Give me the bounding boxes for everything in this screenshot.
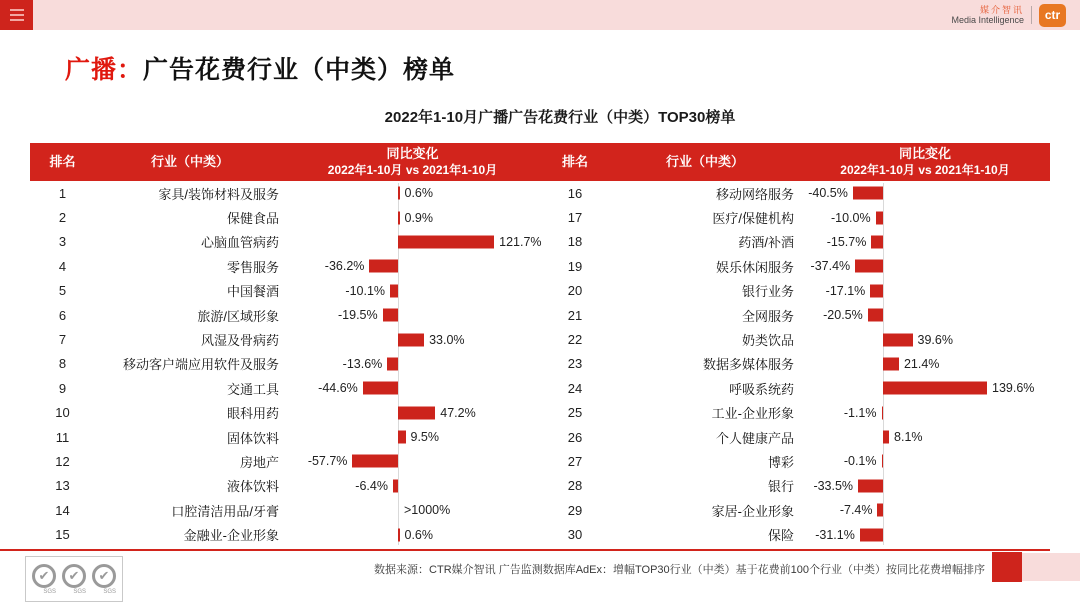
industry-cell: 博彩: [767, 454, 794, 470]
industry-cell: 药酒/补酒: [738, 235, 794, 251]
industry-cell: 房地产: [239, 454, 279, 470]
corner-accent-strip: [1022, 553, 1080, 581]
bar: [398, 528, 400, 541]
bar: [363, 382, 398, 395]
bar-value-label: -36.2%: [324, 259, 365, 274]
industry-cell: 液体饮料: [226, 479, 279, 495]
table-row: [30, 449, 540, 473]
bar-value-label: 33.0%: [429, 332, 465, 347]
bar-cell: [800, 449, 1050, 473]
header-rank-left: 排名: [49, 153, 76, 169]
bar: [882, 455, 884, 468]
bar-cell: [285, 327, 540, 351]
table-row: [540, 303, 1050, 327]
bar: [876, 211, 883, 224]
header-change-line2: 2022年1-10月 vs 2021年1-10月: [327, 162, 498, 177]
bar-value-label: -15.7%: [826, 234, 867, 249]
table-row: [540, 522, 1050, 546]
bar: [393, 479, 398, 492]
industry-cell: 全网服务: [741, 308, 794, 324]
table-row: [30, 352, 540, 376]
bar-value-label: -31.1%: [815, 527, 855, 542]
bar-value-label: 9.5%: [410, 430, 439, 445]
table-row: [540, 279, 1050, 303]
bar-cell: [285, 449, 540, 473]
bar-cell: [800, 498, 1050, 522]
table-row: [540, 230, 1050, 254]
bar-value-label: 21.4%: [903, 356, 940, 371]
industry-cell: 银行业务: [741, 284, 794, 300]
header-change-left: [285, 143, 540, 181]
rank-cell: 22: [567, 332, 583, 348]
table-body: [30, 181, 1050, 547]
sgs-check-icon: ✔: [32, 564, 56, 588]
sgs-badge: [32, 564, 56, 595]
rank-cell: 20: [567, 283, 583, 299]
bar-value-label: -10.1%: [345, 283, 386, 298]
brand-name-cn: 媒介智讯: [979, 4, 1024, 15]
table-row: [540, 254, 1050, 278]
bar-value-label: -37.4%: [810, 259, 851, 274]
bar-cell: [800, 522, 1050, 546]
bar: [398, 431, 406, 444]
table-row: [540, 327, 1050, 351]
bar-value-label: 47.2%: [440, 405, 476, 420]
rank-cell: 17: [567, 210, 583, 226]
bar: [883, 357, 899, 370]
rank-cell: 26: [567, 429, 583, 445]
industry-cell: 呼吸系统药: [728, 381, 794, 397]
bar-cell: [800, 230, 1050, 254]
rank-cell: 6: [58, 307, 67, 323]
rank-cell: 19: [567, 258, 583, 274]
rank-cell: 5: [58, 283, 67, 299]
sgs-certification: [25, 556, 123, 602]
bar: [398, 235, 494, 248]
menu-icon[interactable]: [0, 0, 33, 30]
bar: [868, 309, 883, 322]
bar-value-label: -17.1%: [825, 283, 866, 298]
industry-cell: 医疗/保健机构: [712, 211, 794, 227]
bar-value-label: -20.5%: [823, 308, 863, 323]
bar-value-label: 139.6%: [992, 381, 1035, 396]
rank-cell: 21: [567, 307, 583, 323]
rank-cell: 24: [567, 380, 583, 396]
industry-cell: 固体饮料: [226, 430, 279, 446]
rank-cell: 4: [58, 258, 67, 274]
bar: [398, 187, 400, 200]
table-row: [30, 401, 540, 425]
bar-cell: [800, 401, 1050, 425]
table-row: [30, 205, 540, 229]
sgs-check-icon: ✔: [62, 564, 86, 588]
table-row: [30, 303, 540, 327]
bar-value-label: 39.6%: [917, 332, 953, 347]
bar: [883, 382, 987, 395]
bar-cell: [285, 474, 540, 498]
table-body-left: [30, 181, 540, 547]
rank-cell: 28: [567, 478, 583, 494]
bar-cell: [800, 303, 1050, 327]
rank-cell: 23: [567, 356, 583, 372]
industry-cell: 家居-企业形象: [711, 503, 794, 519]
bar-cell: [800, 205, 1050, 229]
bar-value-label: 121.7%: [499, 234, 542, 249]
bar-value-label: -13.6%: [342, 356, 383, 371]
bar-cell: [285, 205, 540, 229]
industry-cell: 眼科用药: [226, 406, 279, 422]
bar-value-label: -44.6%: [318, 381, 358, 396]
bar: [390, 284, 398, 297]
bar-cell: [800, 352, 1050, 376]
bar: [883, 333, 913, 346]
sgs-check-icon: ✔: [92, 564, 116, 588]
bar-cell: [800, 327, 1050, 351]
ranking-table: [30, 143, 1050, 547]
table-row: [30, 376, 540, 400]
bar-cell: [285, 376, 540, 400]
table-row: [540, 474, 1050, 498]
industry-cell: 工业-企业形象: [711, 406, 794, 422]
bar-value-label: 0.9%: [404, 210, 433, 225]
sgs-badge: [92, 564, 116, 595]
header-change-line1: 同比变化: [898, 146, 951, 162]
page-title-accent: 广播：: [65, 56, 144, 84]
industry-cell: 保健食品: [226, 211, 279, 227]
industry-cell: 数据多媒体服务: [702, 357, 794, 373]
bar: [870, 284, 883, 297]
bar-value-label: -19.5%: [338, 308, 378, 323]
bar: [860, 528, 883, 541]
brand-text: [951, 5, 1024, 26]
bar-value-label: 0.6%: [404, 527, 433, 542]
bar: [871, 235, 883, 248]
bar-value-label: -6.4%: [355, 478, 388, 493]
industry-cell: 心脑血管病药: [200, 235, 279, 251]
bar-cell: [800, 279, 1050, 303]
bar-value-label: -1.1%: [843, 405, 877, 420]
industry-cell: 口腔清洁用品/牙膏: [171, 503, 279, 519]
header-change-right: [800, 143, 1050, 181]
industry-cell: 旅游/区域形象: [197, 308, 279, 324]
rank-cell: 16: [567, 185, 583, 201]
header-rank-right: 排名: [561, 153, 588, 169]
sgs-badge: [62, 564, 86, 595]
table-row: [540, 376, 1050, 400]
brand-name-en: Media Intelligence: [951, 15, 1024, 25]
page-title: [65, 50, 455, 86]
data-source-note: 数据来源：CTR媒介智讯 广告监测数据库AdEx：增幅TOP30行业（中类）基于花费前100个行业（中类）按同比花费增幅排序: [374, 564, 985, 576]
bar: [855, 260, 883, 273]
rank-cell: 2: [58, 210, 67, 226]
brand-divider: [1031, 6, 1032, 24]
bar-value-label: -33.5%: [813, 478, 854, 493]
bar-cell: [800, 376, 1050, 400]
industry-cell: 娱乐休闲服务: [715, 259, 794, 275]
industry-cell: 移动客户端应用软件及服务: [122, 357, 279, 373]
rank-cell: 18: [567, 234, 583, 250]
rank-cell: 10: [55, 405, 70, 421]
bar-cell: [285, 279, 540, 303]
rank-cell: 3: [58, 234, 67, 250]
industry-cell: 奶类饮品: [741, 333, 794, 349]
bar: [383, 309, 398, 322]
table-row: [540, 401, 1050, 425]
industry-cell: 家具/装饰材料及服务: [158, 186, 279, 202]
sgs-label: SGS: [103, 588, 116, 595]
table-row: [540, 449, 1050, 473]
sgs-label: SGS: [43, 588, 56, 595]
table-row: [30, 425, 540, 449]
industry-cell: 保险: [767, 528, 794, 544]
bar: [858, 479, 883, 492]
table-row: [30, 522, 540, 546]
header-change-line1: 同比变化: [386, 146, 439, 162]
industry-cell: 中国餐酒: [226, 284, 279, 300]
industry-cell: 银行: [767, 479, 794, 495]
rank-cell: 9: [58, 380, 67, 396]
bottom-divider: [0, 549, 1050, 551]
bar-cell: [800, 425, 1050, 449]
bar-value-label: -57.7%: [307, 454, 348, 469]
rank-cell: 14: [55, 502, 70, 518]
header-industry-left: 行业（中类）: [150, 153, 229, 169]
rank-cell: 27: [567, 453, 583, 469]
industry-cell: 金融业-企业形象: [183, 528, 279, 544]
bar-value-label: -40.5%: [808, 186, 848, 201]
bar: [387, 357, 398, 370]
page-title-rest: 广告花费行业（中类）榜单: [143, 56, 456, 84]
bar: [398, 406, 435, 419]
industry-cell: 交通工具: [226, 381, 279, 397]
table-row: [540, 498, 1050, 522]
bar-value-label: 0.6%: [404, 186, 433, 201]
bar-value-label: -10.0%: [830, 210, 871, 225]
rank-cell: 13: [55, 478, 70, 494]
sgs-label: SGS: [73, 588, 86, 595]
table-body-right: [540, 181, 1050, 547]
rank-cell: 29: [567, 502, 583, 518]
table-header: [30, 143, 1050, 181]
table-row: [540, 205, 1050, 229]
table-row: [30, 230, 540, 254]
bar: [369, 260, 398, 273]
rank-cell: 8: [58, 356, 67, 372]
bar: [877, 504, 883, 517]
table-row: [30, 279, 540, 303]
header-industry-right: 行业（中类）: [665, 153, 744, 169]
bar-value-label: -0.1%: [843, 454, 877, 469]
corner-accent-square: [992, 552, 1022, 582]
bar-cell: [285, 498, 540, 522]
bar-value-label: >1000%: [404, 503, 451, 518]
bar-cell: [800, 474, 1050, 498]
bar-cell: [800, 254, 1050, 278]
table-row: [30, 181, 540, 205]
table-row: [540, 352, 1050, 376]
table-row: [540, 425, 1050, 449]
rank-cell: 7: [58, 332, 67, 348]
brand-logo: [951, 0, 1066, 30]
table-row: [540, 181, 1050, 205]
rank-cell: 1: [58, 185, 67, 201]
industry-cell: 个人健康产品: [715, 430, 794, 446]
bar-cell: [285, 230, 540, 254]
bar-cell: [285, 425, 540, 449]
rank-cell: 15: [55, 527, 70, 543]
bar-value-label: -7.4%: [839, 503, 873, 518]
table-row: [30, 254, 540, 278]
table-row: [30, 498, 540, 522]
bar-cell: [800, 181, 1050, 205]
top-bar: [0, 0, 1080, 30]
table-row: [30, 474, 540, 498]
bar: [882, 406, 884, 419]
rank-cell: 25: [567, 405, 583, 421]
bar: [853, 187, 883, 200]
industry-cell: 移动网络服务: [715, 186, 794, 202]
table-row: [30, 327, 540, 351]
bar: [398, 211, 400, 224]
bar-cell: [285, 352, 540, 376]
chart-title: 2022年1-10月广播广告花费行业（中类）TOP30榜单: [384, 109, 736, 126]
bar-cell: [285, 181, 540, 205]
bar-cell: [285, 254, 540, 278]
bar-cell: [285, 303, 540, 327]
bar-value-label: 8.1%: [894, 430, 923, 445]
bar: [398, 333, 424, 346]
industry-cell: 零售服务: [226, 259, 279, 275]
industry-cell: 风湿及骨病药: [200, 333, 279, 349]
ctr-logo: ctr: [1039, 4, 1066, 27]
rank-cell: 30: [567, 527, 583, 543]
bar: [352, 455, 398, 468]
rank-cell: 11: [55, 429, 70, 445]
bar-cell: [285, 522, 540, 546]
bar: [883, 431, 889, 444]
rank-cell: 12: [55, 453, 70, 469]
header-change-line2: 2022年1-10月 vs 2021年1-10月: [840, 162, 1010, 177]
bar-cell: [285, 401, 540, 425]
